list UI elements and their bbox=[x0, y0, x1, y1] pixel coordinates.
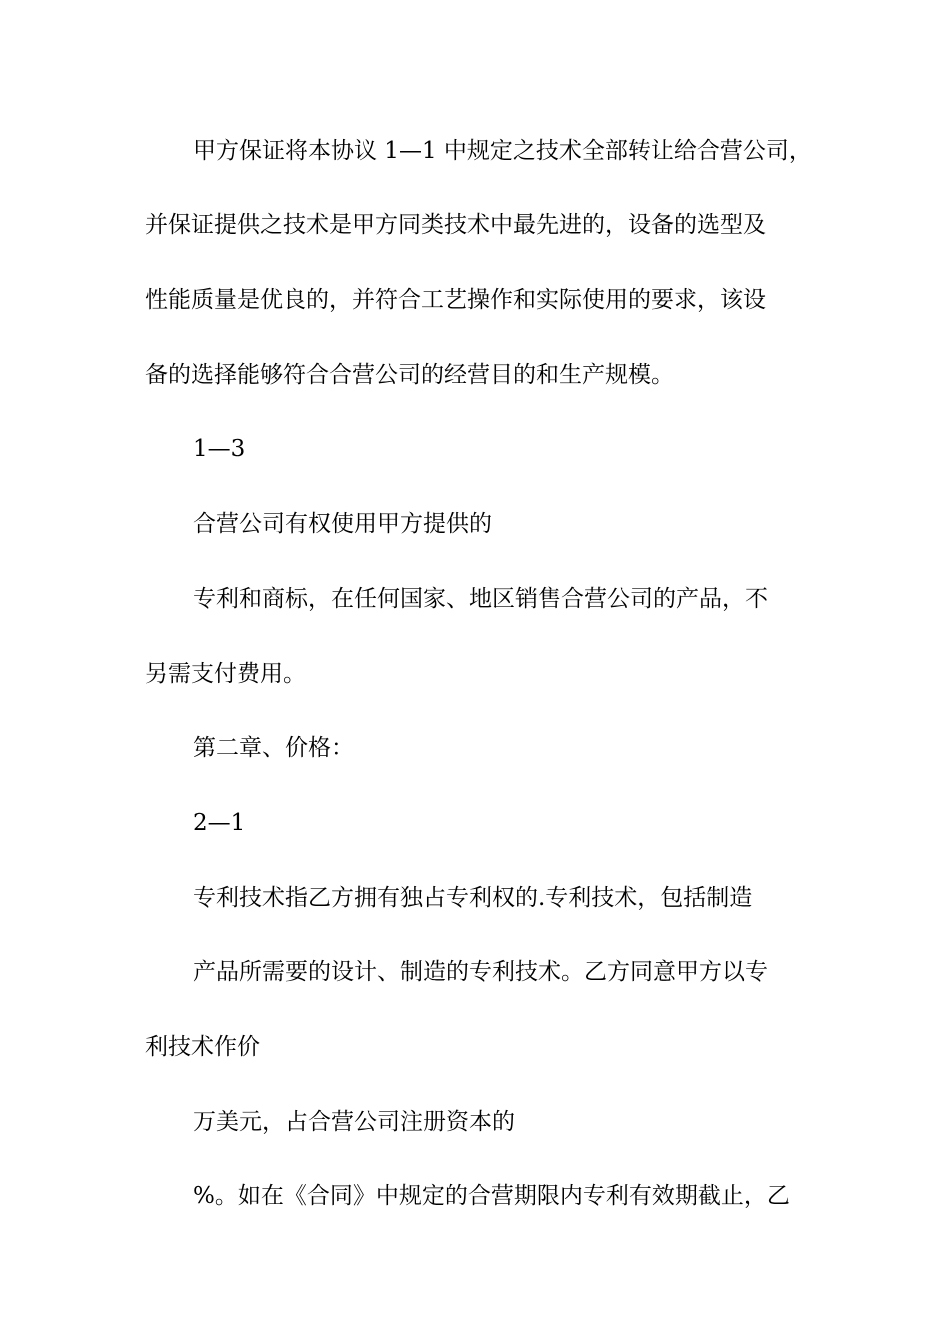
paragraph-line: 专利技术指乙方拥有独占专利权的.专利技术，包括制造 bbox=[193, 885, 753, 911]
section-number: 1—3 bbox=[193, 436, 246, 462]
paragraph-line: 产品所需要的设计、制造的专利技术。乙方同意甲方以专 bbox=[193, 959, 768, 985]
paragraph-line: %。如在《合同》中规定的合营期限内专利有效期截止，乙 bbox=[193, 1183, 790, 1209]
paragraph-line: 并保证提供之技术是甲方同类技术中最先进的，设备的选型及 bbox=[145, 212, 766, 238]
chapter-heading: 第二章、价格： bbox=[193, 735, 354, 761]
paragraph-line: 合营公司有权使用甲方提供的 bbox=[193, 511, 492, 537]
paragraph-line: 专利和商标，在任何国家、地区销售合营公司的产品，不 bbox=[193, 586, 768, 612]
paragraph-line: 甲方保证将本协议 1—1 中规定之技术全部转让给合营公司， bbox=[193, 138, 812, 164]
section-number: 2—1 bbox=[193, 810, 246, 836]
paragraph-line: 备的选择能够符合合营公司的经营目的和生产规模。 bbox=[145, 362, 674, 388]
paragraph-line: 性能质量是优良的，并符合工艺操作和实际使用的要求，该设 bbox=[145, 287, 766, 313]
paragraph-line: 利技术作价 bbox=[145, 1034, 260, 1060]
paragraph-line: 另需支付费用。 bbox=[145, 661, 306, 687]
paragraph-line: 万美元，占合营公司注册资本的 bbox=[193, 1109, 515, 1135]
